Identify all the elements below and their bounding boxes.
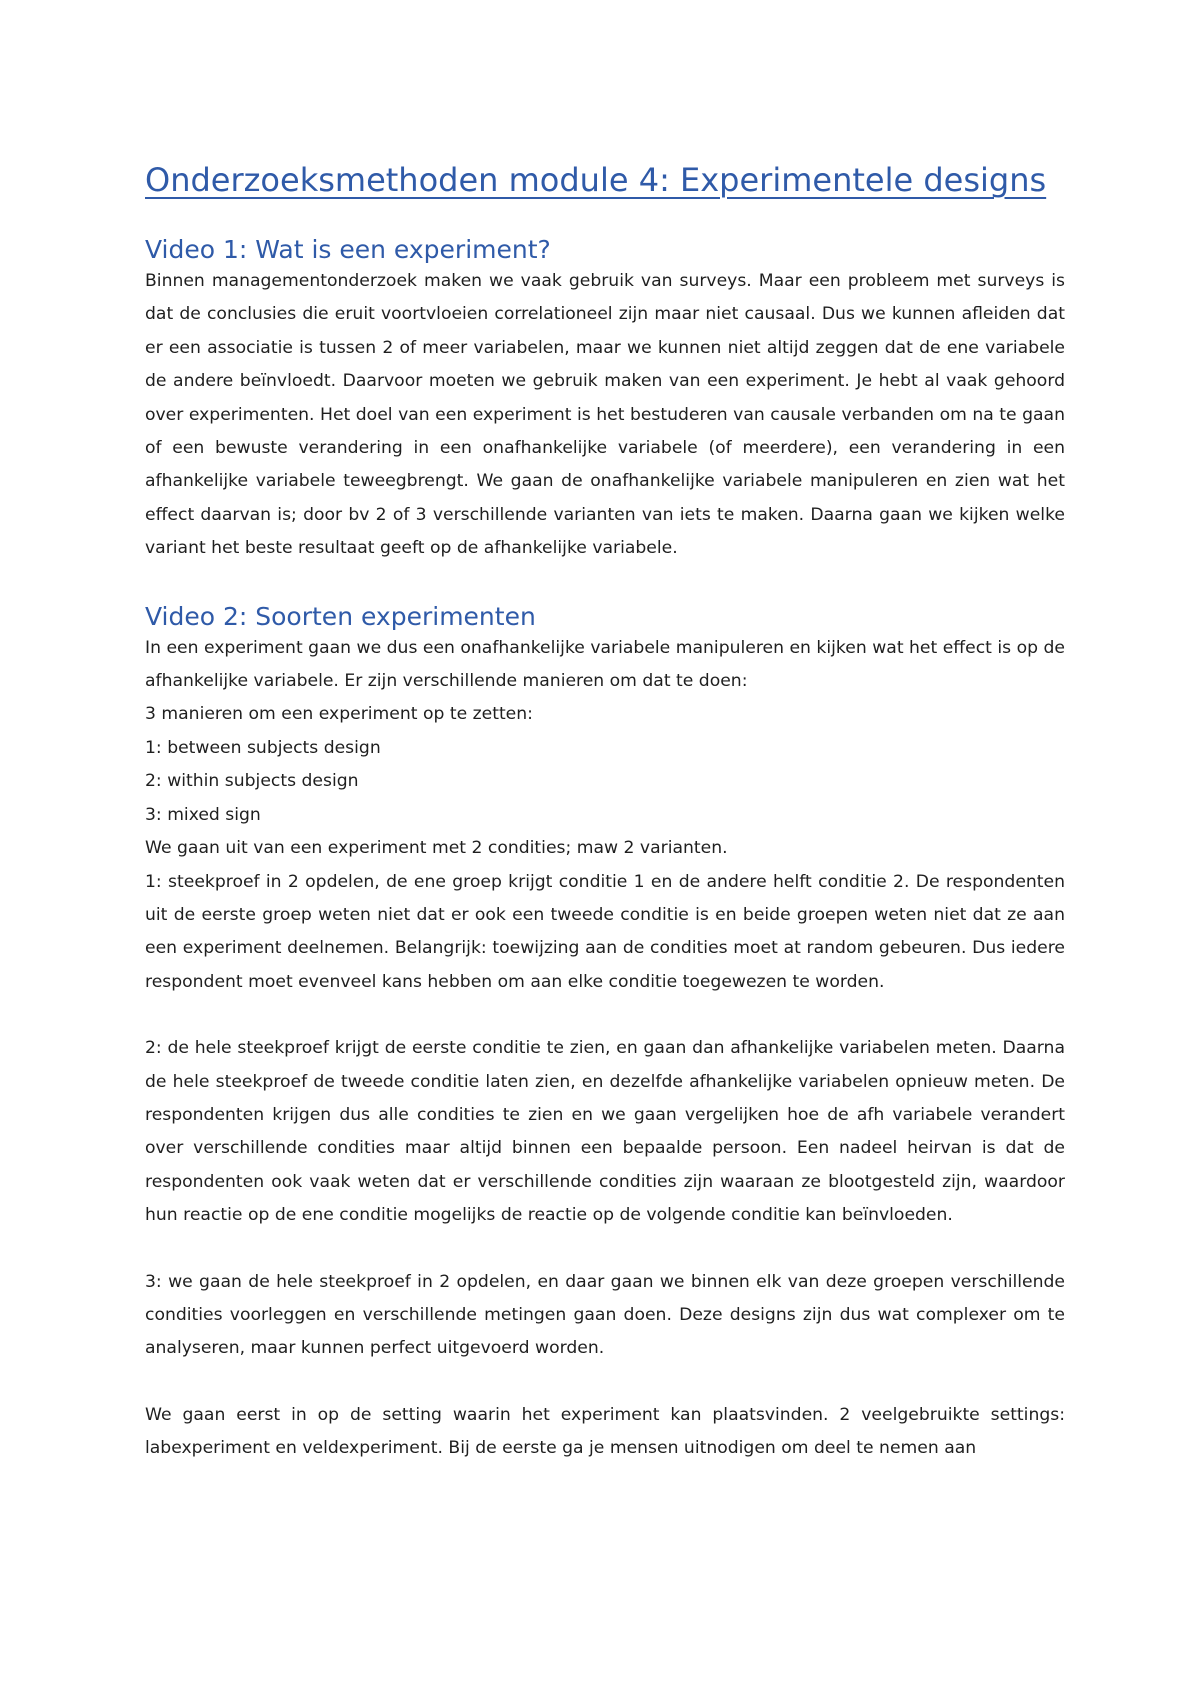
point-1-paragraph: 1: steekproef in 2 opdelen, de ene groep krijgt conditie 1 en de andere helft conditie 2. De respondenten uit de eerste groep weten niet dat er ook een tweede conditie is en beide groepen weten niet dat ze aan een experiment deelnemen. Belangrijk: toewijzing aan de condities moet at random gebeuren. Dus iedere respondent moet evenveel kans hebben om aan elke conditie toegewezen te worden. xyxy=(145,871,1065,992)
list-item-between-subjects: 1: between subjects design xyxy=(145,737,381,758)
list-item-mixed-sign: 3: mixed sign xyxy=(145,804,261,825)
document-page xyxy=(145,155,1065,1466)
section-heading-video-2: Video 2: Soorten experimenten xyxy=(145,601,536,631)
point-3-paragraph: 3: we gaan de hele steekproef in 2 opdelen, en daar gaan we binnen elk van deze groepen verschillende condities voorleggen en verschillende metingen gaan doen. Deze designs zijn dus wat complexer om te analyseren, maar kunnen perfect uitgevoerd worden. xyxy=(145,1271,1065,1359)
video-2-intro: In een experiment gaan we dus een onafhankelijke variabele manipuleren en kijken wat het effect is op de afhankelijke variabele. Er zijn verschillende manieren om dat te doen: xyxy=(145,637,1065,692)
spacer xyxy=(145,999,1065,1032)
document-title: Onderzoeksmethoden module 4: Experimentele designs xyxy=(145,161,1047,199)
point-2-paragraph: 2: de hele steekproef krijgt de eerste conditie te zien, en gaan dan afhankelijke variabelen meten. Daarna de hele steekproef de tweede conditie laten zien, en dezelfde afhankelijke variabelen opnieuw meten. De respondenten krijgen dus alle condities te zien en we gaan vergelijken hoe de afh variabele verandert over verschillende condities maar altijd binnen een bepaalde persoon. Een nadeel heirvan is dat de respondenten ook vaak weten dat er verschillende condities zijn waaraan ze blootgesteld zijn, waardoor hun reactie op de ene conditie mogelijks de reactie op de volgende conditie kan beïnvloeden. xyxy=(145,1038,1065,1226)
assumption-line: We gaan uit van een experiment met 2 condities; maw 2 varianten. xyxy=(145,838,728,859)
section-heading-video-1: Video 1: Wat is een experiment? xyxy=(145,235,551,264)
spacer xyxy=(145,566,1065,602)
video-1-paragraph: Binnen managementonderzoek maken we vaak gebruik van surveys. Maar een probleem met surveys is dat de conclusies die eruit voortvloeien correlationeel zijn maar niet causaal. Dus we kunnen afleiden dat er een associatie is tussen 2 of meer variabelen, maar we kunnen niet altijd zeggen dat de ene variabele de andere beïnvloedt. Daarvoor moeten we gebruik maken van een experiment. Je hebt al vaak gehoord over experimenten. Het doel van een experiment is het bestuderen van causale verbanden om na te gaan of een bewuste verandering in een onafhankelijke variabele (of meerdere), een verandering in een afhankelijke variabele teweegbrengt. We gaan de onafhankelijke variabele manipuleren en zien wat het effect daarvan is; door bv 2 of 3 verschillende varianten van iets te maken. Daarna gaan we kijken welke variant het beste resultaat geeft op de afhankelijke variabele. xyxy=(145,271,1065,559)
spacer xyxy=(145,1366,1065,1399)
settings-paragraph: We gaan eerst in op de setting waarin het experiment kan plaatsvinden. 2 veelgebruikte settings: labexperiment en veldexperiment. Bij de eerste ga je mensen uitnodigen om deel te nemen aan xyxy=(145,1404,1065,1459)
spacer xyxy=(145,1233,1065,1266)
list-intro: 3 manieren om een experiment op te zetten: xyxy=(145,704,533,725)
list-item-within-subjects: 2: within subjects design xyxy=(145,771,359,792)
